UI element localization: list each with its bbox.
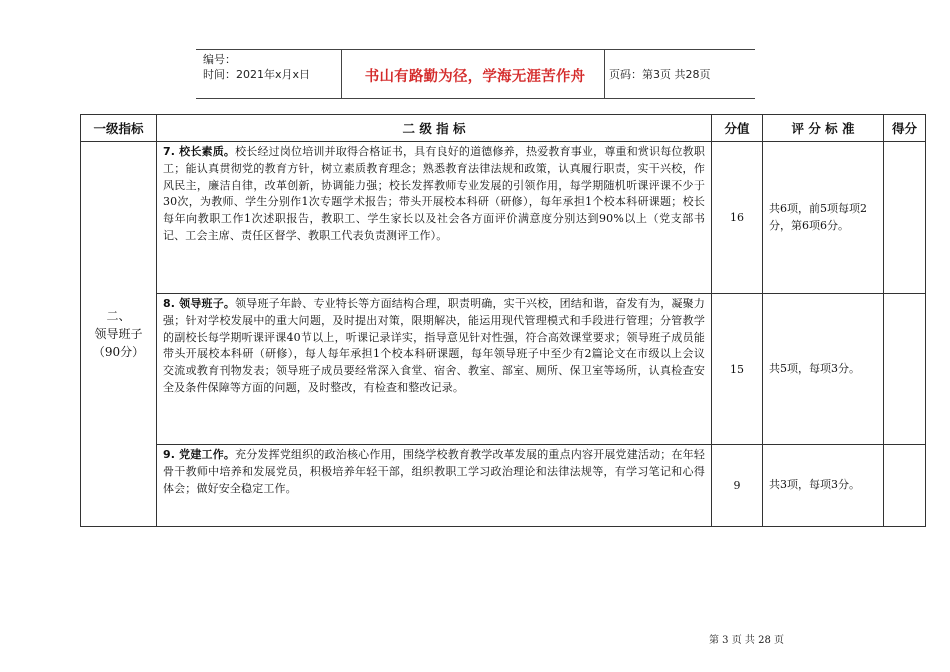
page-footer: 第 3 页 共 28 页 (709, 635, 784, 646)
indicator-title: 9. 党建工作。 (163, 448, 236, 461)
table-row (81, 142, 926, 294)
table-header-row (81, 115, 926, 142)
indicator-text: 校长经过岗位培训并取得合格证书，具有良好的道德修养，热爱教育事业，尊重和赏识每位教职工；能认真贯彻党的教育方针，树立素质教育理念；熟悉教育法律法规和政策，认真履行职责，实干兴校，作风民主，廉洁自律，改革创新，协调能力强；校长发挥教师专业发展的引领作用，每学期随机听课评课不少于30次，为教师、学生分别作1次专题学术报告；带头开展校本科研（研修），每年承担1个校本科研课题；校长每年向教职工作1次述职报告，教职工、学生家长以及社会各方面评价满意度分别达到90%以上（党支部书记、工会主席、责任区督学、教职工代表负责测评工作）。 (163, 145, 706, 242)
obtained-score-cell (884, 294, 926, 445)
document-date: 时间：2021年x月x日 (203, 68, 311, 81)
header-divider (604, 50, 605, 98)
score-value: 15 (712, 294, 763, 445)
column-header-level1: 一级指标 (81, 115, 157, 142)
obtained-score-cell (884, 445, 926, 527)
evaluation-table (80, 114, 926, 527)
indicator-text: 充分发挥党组织的政治核心作用，围绕学校教育教学改革发展的重点内容开展党建活动；在年轻骨干教师中培养和发展党员，积极培养年轻干部，组织教职工学习政治理论和法律法规等，有学习笔记和心得体会；做好安全稳定工作。 (163, 448, 706, 495)
header-meta (203, 52, 341, 82)
table-row (81, 294, 926, 445)
column-header-score: 分值 (712, 115, 763, 142)
category-number: 二、 (106, 309, 131, 323)
score-value: 16 (712, 142, 763, 294)
scoring-criteria: 共5项，每项3分。 (763, 294, 884, 445)
header-motto: 书山有路勤为径，学海无涯苦作舟 (364, 69, 586, 85)
indicator-text: 领导班子年龄、专业特长等方面结构合理，职责明确，实干兴校，团结和谐，奋发有为，凝聚力强；针对学校发展中的重大问题，及时提出对策，限期解决，能运用现代管理模式和手段进行管理；分管教学的副校长每学期听课评课40节以上，听课记录详实，指导意见针对性强，符合高效课堂要求；领导班子成员能带头开展校本科研（研修），每人每年承担1个校本科研课题，每年领导班子中至少有2篇论文在市级以上会议交流或教育刊物发表；领导班子成员要经常深入食堂、宿舍、教室、部室、厕所、保卫室等场所，认真检查安全及条件保障等方面的问题，及时整改，有检查和整改记录。 (163, 297, 706, 394)
header-divider (341, 50, 342, 98)
category-points: （90分） (92, 345, 145, 359)
column-header-obtained: 得分 (884, 115, 926, 142)
page-header (196, 49, 755, 99)
indicator-title: 7. 校长素质。 (163, 145, 236, 158)
category-name: 领导班子 (94, 327, 143, 341)
indicator-content (157, 294, 712, 445)
table-row (81, 445, 926, 527)
score-value: 9 (712, 445, 763, 527)
indicator-content (157, 445, 712, 527)
obtained-score-cell (884, 142, 926, 294)
header-page-info: 页码：第3页 共28页 (609, 68, 711, 81)
column-header-criteria: 评 分 标 准 (763, 115, 884, 142)
category-cell (81, 142, 157, 527)
indicator-content (157, 142, 712, 294)
indicator-title: 8. 领导班子。 (163, 297, 236, 310)
column-header-level2: 二 级 指 标 (157, 115, 712, 142)
scoring-criteria: 共6项，前5项每项2分，第6项6分。 (763, 142, 884, 294)
document-number-label: 编号： (203, 53, 236, 66)
scoring-criteria: 共3项，每项3分。 (763, 445, 884, 527)
